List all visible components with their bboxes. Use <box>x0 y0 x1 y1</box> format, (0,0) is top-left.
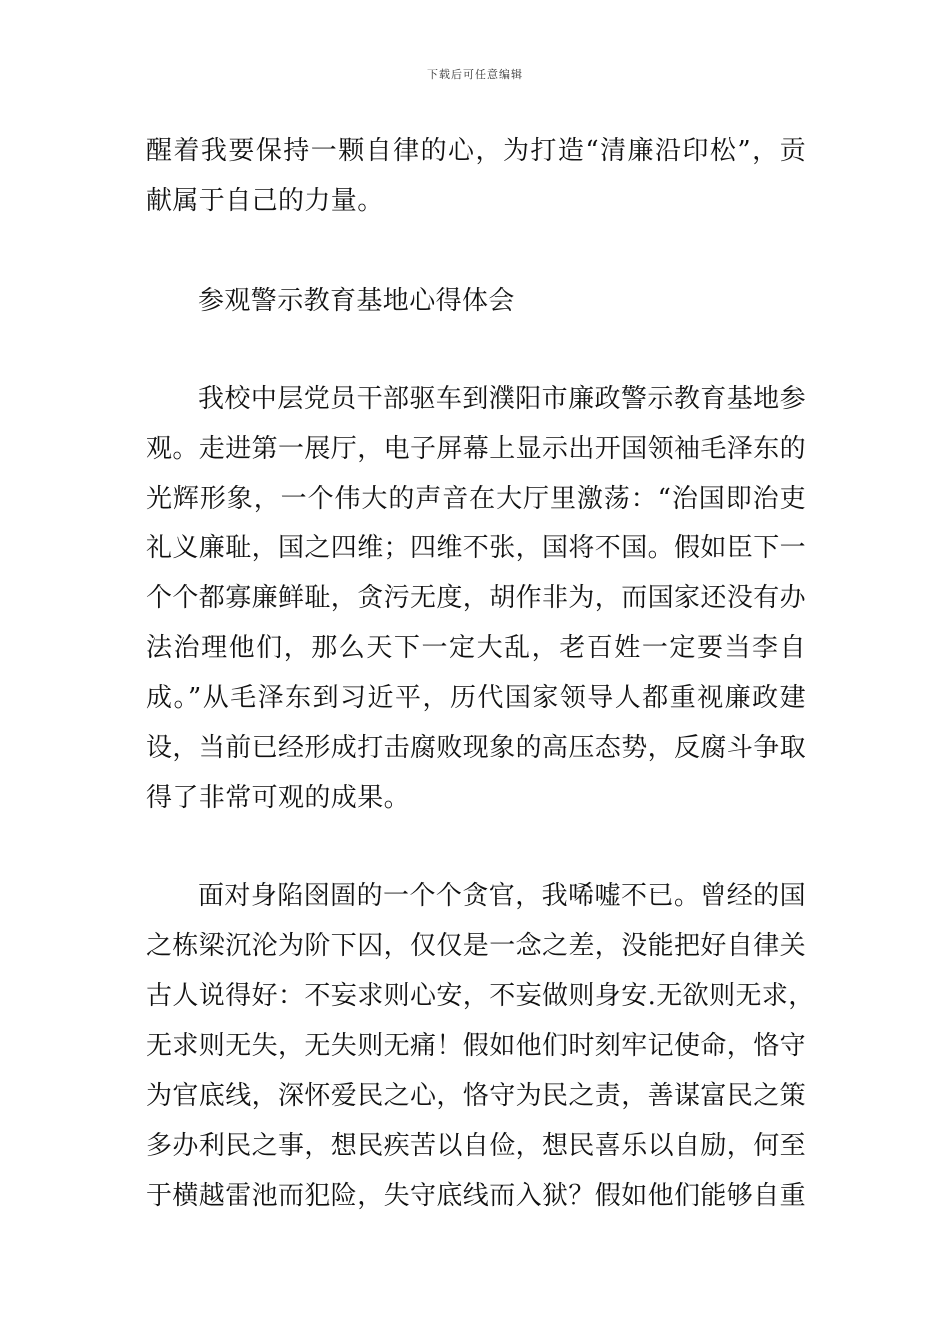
paragraph-2-line-5: 个个都寡廉鲜耻，贪污无度，胡作非为，而国家还没有办 <box>146 583 807 613</box>
paragraph-2-line-9: 得了非常可观的成果。 <box>146 783 411 813</box>
page-header: 下载后可任意编辑 <box>427 68 523 81</box>
paragraph-2-line-2: 观。走进第一展厅，电子屏幕上显示出开国领袖毛泽东的 <box>146 434 807 464</box>
paragraph-1-line-2: 献属于自己的力量。 <box>146 186 384 216</box>
paragraph-1-line-1: 醒着我要保持一颗自律的心，为打造“清廉沿印松”，贡 <box>146 136 806 166</box>
section-heading: 参观警示教育基地心得体会 <box>198 286 515 316</box>
paragraph-3-line-5: 为官底线，深怀爱民之心，恪守为民之责，善谋富民之策 <box>146 1081 807 1111</box>
paragraph-3-line-7: 于横越雷池而犯险，失守底线而入狱？假如他们能够自重 <box>146 1181 807 1211</box>
paragraph-2-line-4: 礼义廉耻，国之四维；四维不张，国将不国。假如臣下一 <box>146 533 807 563</box>
paragraph-2-line-7: 成。”从毛泽东到习近平，历代国家领导人都重视廉政建 <box>146 683 806 713</box>
paragraph-3-line-4: 无求则无失，无失则无痛！假如他们时刻牢记使命，恪守 <box>146 1031 807 1061</box>
paragraph-3-line-6: 多办利民之事，想民疾苦以自俭，想民喜乐以自励，何至 <box>146 1131 807 1161</box>
paragraph-3-line-2: 之栋梁沉沦为阶下囚，仅仅是一念之差，没能把好自律关 <box>146 931 807 961</box>
paragraph-2-line-6: 法治理他们，那么天下一定大乱，老百姓一定要当李自 <box>146 633 806 663</box>
paragraph-3-line-3: 古人说得好：不妄求则心安，不妄做则身安.无欲则无求， <box>146 981 815 1011</box>
paragraph-2-line-1: 我校中层党员干部驱车到濮阳市廉政警示教育基地参 <box>198 384 806 414</box>
paragraph-2-line-3: 光辉形象，一个伟大的声音在大厅里激荡：“治国即治吏 <box>146 484 806 514</box>
paragraph-3-line-1: 面对身陷囹圄的一个个贪官，我唏嘘不已。曾经的国 <box>198 881 806 911</box>
paragraph-2-line-8: 设，当前已经形成打击腐败现象的高压态势，反腐斗争取 <box>146 733 807 763</box>
